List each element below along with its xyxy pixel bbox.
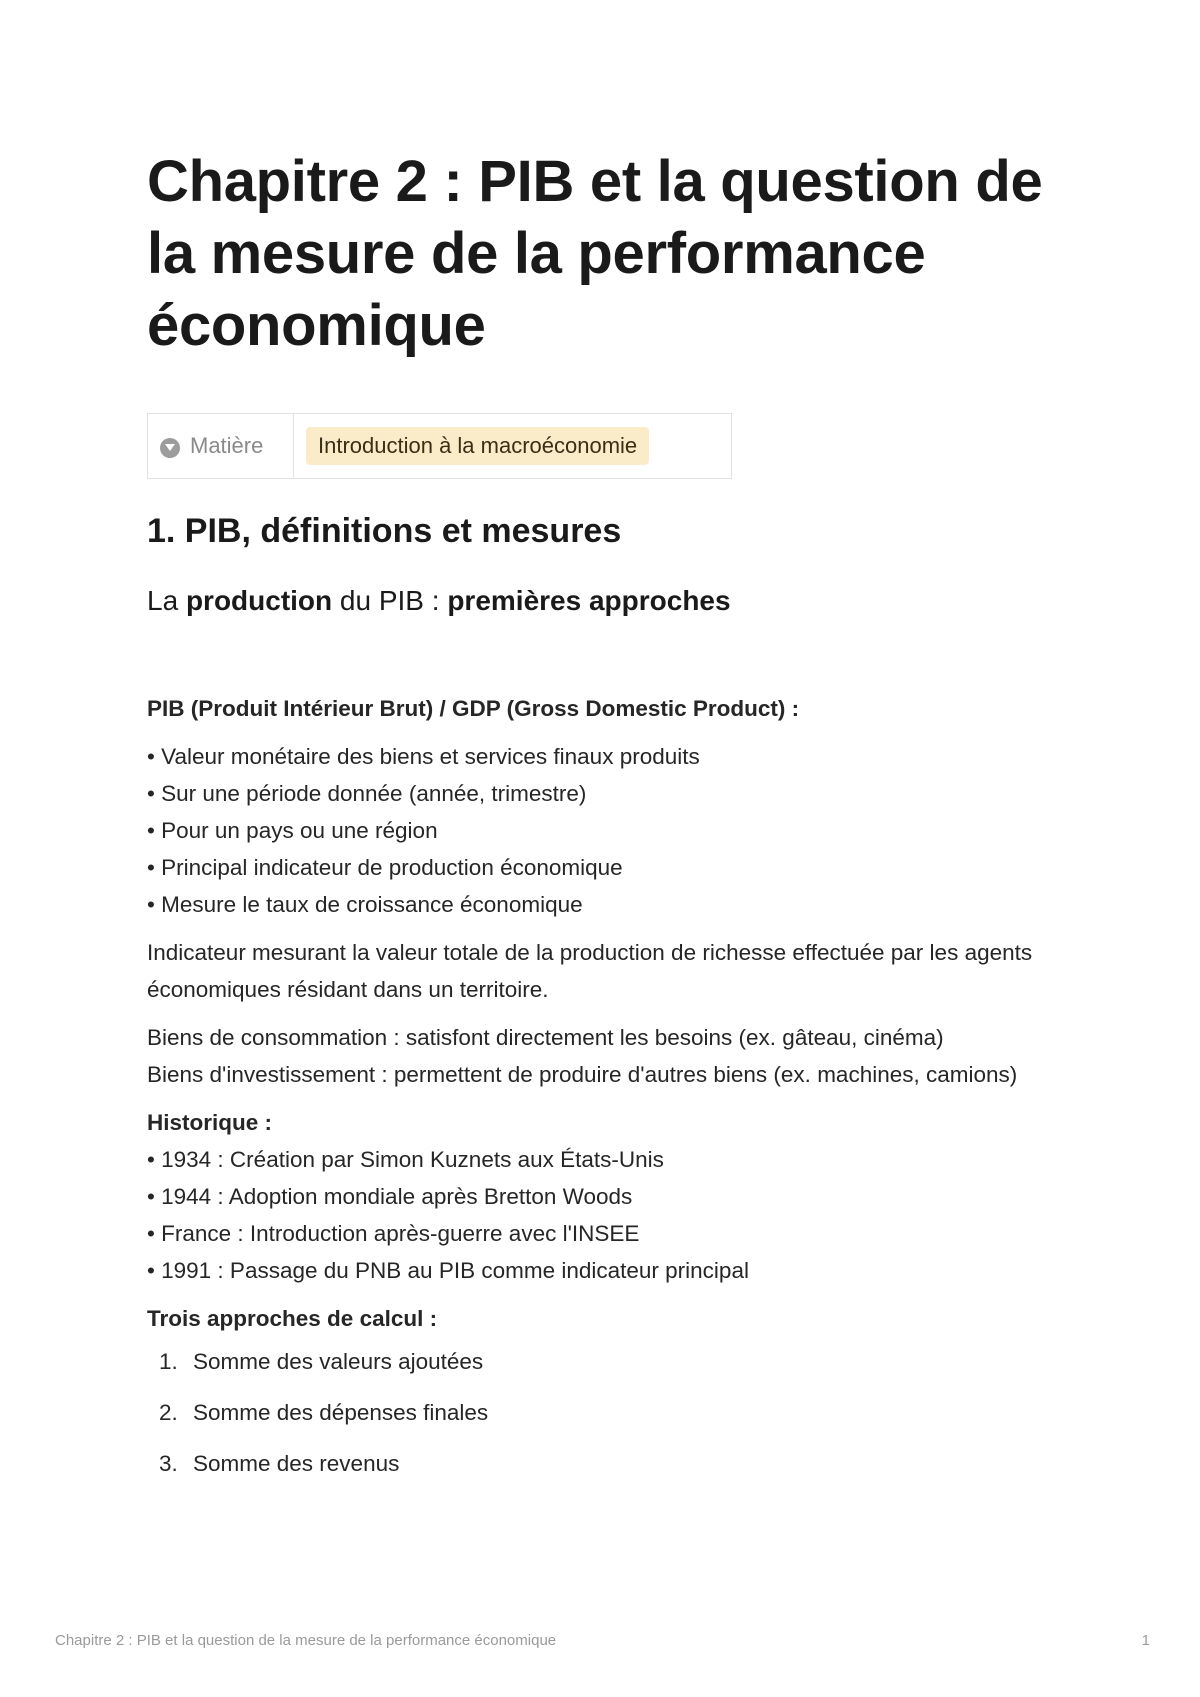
list-item: • Valeur monétaire des biens et services finaux produits [147, 744, 700, 769]
pib-bullet-list [147, 738, 1067, 923]
subject-tag: Introduction à la macroéconomie [306, 427, 649, 465]
section-heading: 1. PIB, définitions et mesures [147, 512, 622, 550]
property-name: Matière [190, 433, 264, 458]
list-item [147, 1394, 1067, 1431]
list-number: 3. [159, 1451, 178, 1476]
list-text: Somme des valeurs ajoutées [193, 1349, 484, 1374]
property-name-cell [148, 414, 294, 478]
approaches-list [147, 1343, 1067, 1482]
list-item: • Pour un pays ou une région [147, 818, 438, 843]
list-text: Somme des revenus [193, 1451, 400, 1476]
list-item: • 1944 : Adoption mondiale après Bretton Woods [147, 1184, 633, 1209]
page-number: 1 [1141, 1632, 1150, 1649]
page-title: Chapitre 2 : PIB et la question de la mesure de la performance économique [147, 149, 1043, 358]
page-footer [55, 1632, 1150, 1649]
page-body [147, 690, 1067, 1496]
pib-definition-label: PIB (Produit Intérieur Brut) / GDP (Gross Domestic Product) : [147, 696, 800, 721]
list-number: 2. [159, 1400, 178, 1425]
list-item: • France : Introduction après-guerre avec l'INSEE [147, 1221, 640, 1246]
list-item: • Sur une période donnée (année, trimestre) [147, 781, 587, 806]
subheading-part-3: du PIB : [339, 585, 440, 616]
list-number: 1. [159, 1349, 178, 1374]
footer-title: Chapitre 2 : PIB et la question de la mesure de la performance économique [55, 1632, 557, 1649]
subheading-part-2: production [185, 585, 333, 616]
list-item [147, 1445, 1067, 1482]
property-row [147, 413, 732, 479]
consumption-goods-line: Biens de consommation : satisfont directement les besoins (ex. gâteau, cinéma) [147, 1025, 944, 1050]
section-subheading [147, 585, 731, 617]
list-item [147, 1343, 1067, 1380]
subheading-part-1: La [147, 585, 179, 616]
select-property-icon [160, 438, 180, 458]
list-item: • Mesure le taux de croissance économique [147, 892, 583, 917]
subheading-part-4: premières approches [447, 585, 731, 616]
approaches-label: Trois approches de calcul : [147, 1306, 438, 1331]
historique-list [147, 1141, 1067, 1289]
list-item: • 1991 : Passage du PNB au PIB comme indicateur principal [147, 1258, 749, 1283]
list-item: • Principal indicateur de production économique [147, 855, 623, 880]
investment-goods-line: Biens d'investissement : permettent de produire d'autres biens (ex. machines, camions) [147, 1062, 1018, 1087]
property-value-cell [294, 414, 649, 478]
list-item: • 1934 : Création par Simon Kuznets aux États-Unis [147, 1147, 664, 1172]
indicator-paragraph: Indicateur mesurant la valeur totale de la production de richesse effectuée par les agents économiques résidant dans un territoire. [147, 940, 1033, 1002]
list-text: Somme des dépenses finales [193, 1400, 489, 1425]
historique-label: Historique : [147, 1110, 273, 1135]
